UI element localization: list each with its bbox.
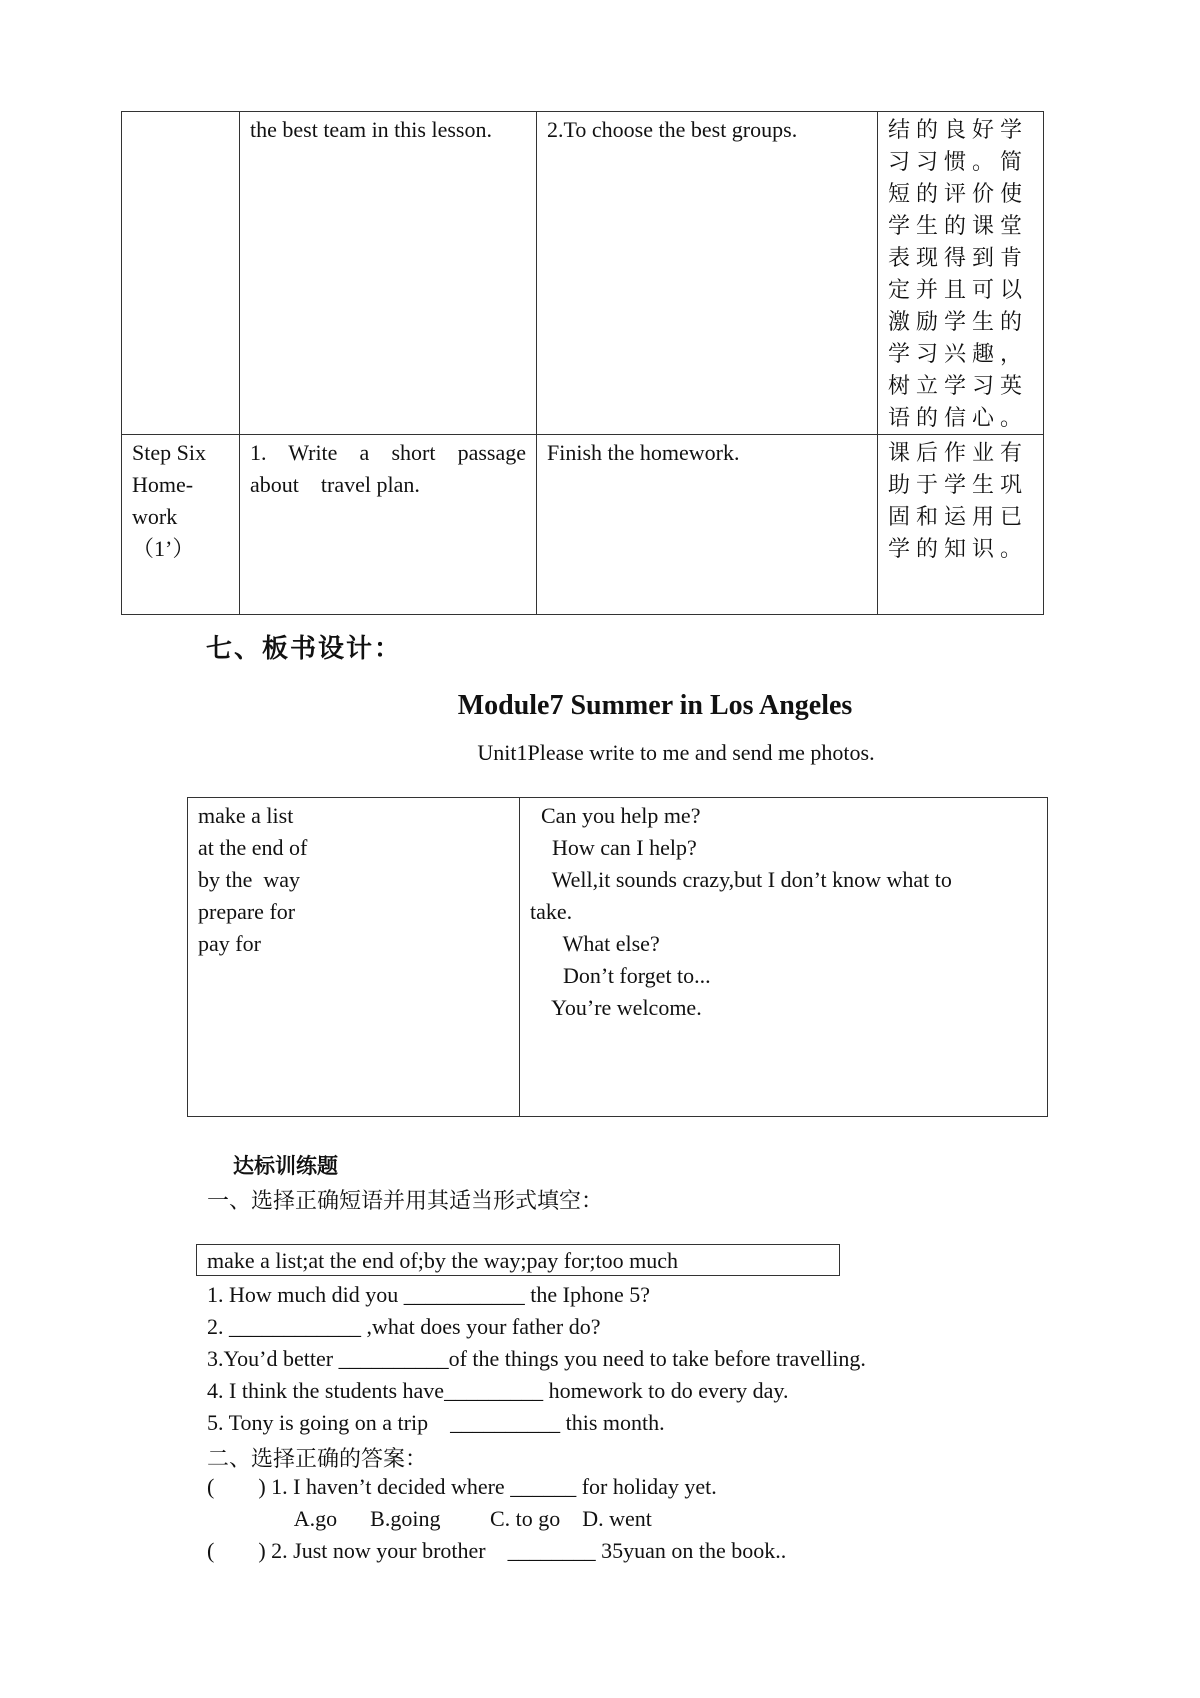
phrase-box: make a list;at the end of;by the way;pay for;too much bbox=[196, 1244, 840, 1276]
board-sentence: Don’t forget to... bbox=[530, 963, 711, 988]
board-design-heading: 七、板书设计： bbox=[206, 634, 403, 664]
section-two-heading: 二、选择正确的答案： bbox=[207, 1447, 428, 1472]
board-sentence: How can I help? bbox=[530, 835, 697, 860]
step-label: Home- bbox=[132, 472, 194, 497]
step-cell bbox=[122, 112, 240, 435]
board-phrase: prepare for bbox=[198, 899, 296, 924]
fill-question: 5. Tony is going on a trip __________ this month. bbox=[207, 1410, 665, 1435]
phrases-cell bbox=[188, 798, 520, 1117]
lesson-table bbox=[121, 111, 1044, 615]
step-time: （1’） bbox=[132, 536, 195, 561]
step-cell bbox=[122, 435, 240, 615]
board-sentence: take. bbox=[530, 899, 573, 924]
table-row bbox=[122, 435, 1044, 615]
mc-question: ( ) 1. I haven’t decided where ______ for holiday yet. bbox=[207, 1474, 717, 1499]
step-label: work bbox=[132, 504, 178, 529]
fill-question: 3.You’d better __________of the things you need to take before travelling. bbox=[207, 1346, 866, 1371]
board-phrase: pay for bbox=[198, 931, 261, 956]
student-activity-cell: 2.To choose the best groups. bbox=[537, 112, 878, 435]
teacher-activity-cell: the best team in this lesson. bbox=[240, 112, 537, 435]
fill-question: 1. How much did you ___________ the Iphone 5? bbox=[207, 1282, 650, 1307]
student-activity-cell: Finish the homework. bbox=[537, 435, 878, 615]
board-sentence: What else? bbox=[530, 931, 660, 956]
board-sentence: Can you help me? bbox=[530, 803, 701, 828]
board-phrase: at the end of bbox=[198, 835, 308, 860]
practice-title: 达标训练题 bbox=[233, 1154, 338, 1178]
board-design-table bbox=[187, 797, 1048, 1117]
module-title: Module7 Summer in Los Angeles bbox=[457, 690, 853, 721]
board-phrase: make a list bbox=[198, 803, 294, 828]
table-row bbox=[188, 798, 1048, 1117]
mc-question: ( ) 2. Just now your brother ________ 35yuan on the book.. bbox=[207, 1538, 787, 1563]
fill-question: 2. ____________ ,what does your father do? bbox=[207, 1314, 601, 1339]
mc-options: A.go B.going C. to go D. went bbox=[207, 1506, 652, 1531]
section-one-heading: 一、选择正确短语并用其适当形式填空： bbox=[207, 1189, 604, 1214]
teacher-activity-line: about travel plan. bbox=[250, 472, 420, 497]
board-sentence: Well,it sounds crazy,but I don’t know what to bbox=[530, 867, 952, 892]
fill-question: 4. I think the students have_________ homework to do every day. bbox=[207, 1378, 789, 1403]
board-phrase: by the way bbox=[198, 867, 301, 892]
design-purpose-cell: 课后作业有助于学生巩固和运用已学的知识。 bbox=[878, 435, 1044, 615]
table-row bbox=[122, 112, 1044, 435]
step-name: Step Six bbox=[132, 440, 206, 465]
teacher-activity-line: 1. Write a short passage bbox=[250, 440, 526, 465]
unit-title: Unit1Please write to me and send me photos. bbox=[477, 740, 875, 765]
board-sentence: You’re welcome. bbox=[530, 995, 702, 1020]
sentences-cell bbox=[520, 798, 1048, 1117]
teacher-activity-cell bbox=[240, 435, 537, 615]
design-purpose-cell: 结的良好学习习惯。简短的评价使学生的课堂表现得到肯定并且可以激励学生的学习兴趣，树立学习英语的信心。 bbox=[878, 112, 1044, 435]
